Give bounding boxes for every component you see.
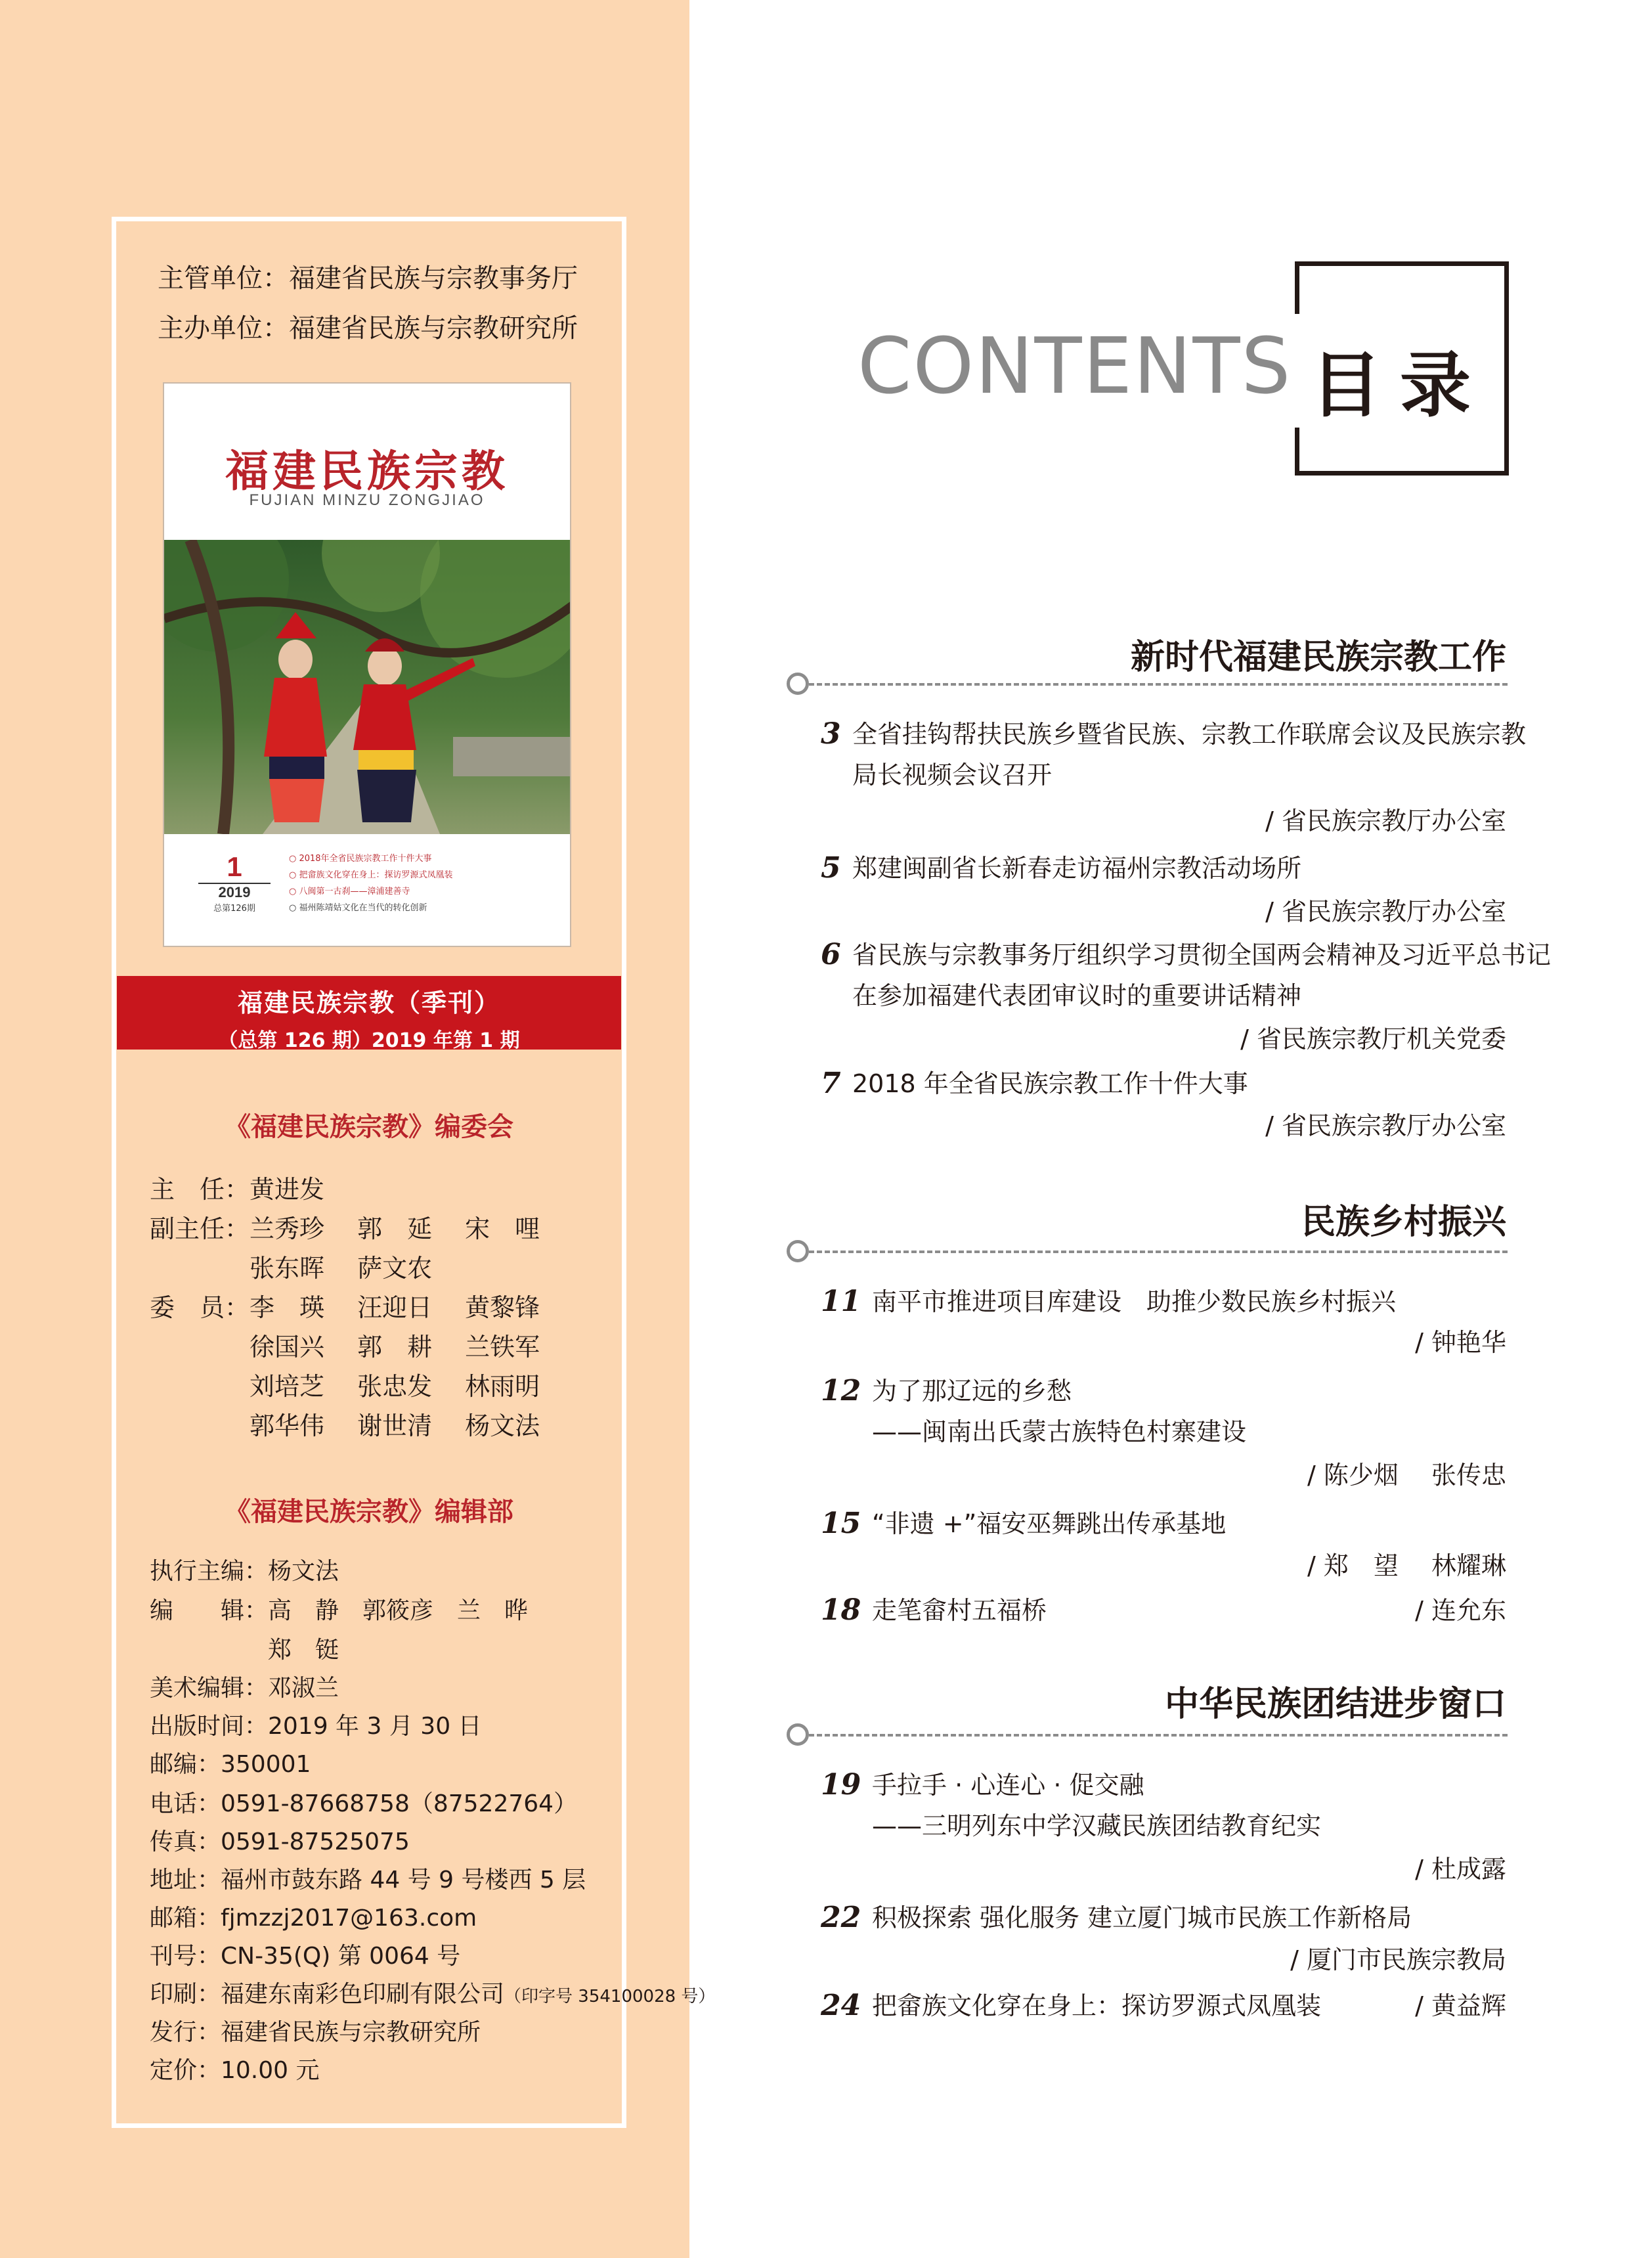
page-number: 6 [821,938,841,971]
cover-issue-number: 1 [227,851,242,882]
distributor: 发行：福建省民族与宗教研究所 [150,2019,481,2046]
entry-title: 郑建闽副省长新春走访福州宗教活动场所 [852,854,1302,883]
page-number: 5 [821,851,841,885]
editorial-heading: 《福建民族宗教》编辑部 [225,1497,513,1527]
serial-number: 刊号：CN-35(Q) 第 0064 号 [150,1943,461,1970]
entry-title: “非遗 +”福安巫舞跳出传承基地 [872,1509,1227,1538]
price: 定价：10.00 元 [150,2057,320,2084]
cover-issue-total: 总第126期 [213,904,255,914]
section-title: 新时代福建民族宗教工作 [1130,638,1506,677]
bracket-tick [1295,261,1299,314]
entry-author: / 厦门市民族宗教局 [1290,1945,1506,1974]
committee-row: 副主任：兰秀珍 郭 延 宋 哩 [150,1214,540,1243]
toc-entry[interactable] [821,934,1552,1065]
editorial-row: 郑 铤 [150,1637,339,1664]
entry-title: 局长视频会议召开 [852,761,1053,789]
cover-headline: ○ 福州陈靖姑文化在当代的转化创新 [289,903,427,913]
journal-name: 福建民族宗教（季刊） [237,988,500,1017]
cover-photo [164,540,571,834]
entry-title: 省民族与宗教事务厅组织学习贯彻全国两会精神及习近平总书记 [852,941,1552,969]
divider-circle-icon [787,673,809,695]
toc-entry[interactable] [821,1764,1510,1895]
phone: 电话：0591-87668758（87522764） [150,1790,578,1817]
entry-title: 全省挂钩帮扶民族乡暨省民族、宗教工作联席会议及民族宗教 [852,720,1527,749]
committee-row: 委 员：李 瑛 汪迎日 黄黎锋 [150,1293,540,1322]
entry-title: ——闽南出氏蒙古族特色村寨建设 [872,1417,1247,1446]
contents-title-zh: 目录 [1311,345,1490,427]
entry-title: 南平市推进项目库建设 助推少数民族乡村振兴 [872,1287,1397,1316]
entry-title: 走笔畲村五福桥 [872,1596,1047,1625]
entry-author: / 省民族宗教厅办公室 [1265,1111,1506,1140]
entry-author: / 陈少烟 张传忠 [1307,1461,1506,1490]
page-number: 18 [821,1593,861,1627]
page-number: 11 [821,1285,861,1318]
toc-entry[interactable] [821,1370,1510,1501]
section-divider [801,1251,1508,1253]
entry-author: / 郑 望 林耀琳 [1307,1551,1506,1580]
cover-headline: ○ 八闽第一古刹——漳浦建善寺 [289,887,410,897]
toc-entry[interactable] [821,713,1527,845]
contents-title-en: CONTENTS [858,321,1292,411]
cover-title: 福建民族宗教 [225,445,509,497]
divider-circle-icon [787,1723,809,1746]
entry-title: 手拉手 · 心连心 · 促交融 [872,1771,1144,1800]
email: 邮箱：fjmzzj2017@163.com [150,1905,477,1932]
section-title: 民族乡村振兴 [1301,1203,1506,1242]
toc-entry[interactable] [821,1985,1510,2031]
section-divider [801,1734,1508,1737]
committee-heading: 《福建民族宗教》编委会 [225,1112,513,1142]
entry-author: / 省民族宗教厅办公室 [1265,807,1506,835]
page-number: 7 [821,1067,841,1100]
issue-banner [117,976,621,1050]
cover-headlines [289,851,452,917]
sponsoring-unit: 主办单位：福建省民族与宗教研究所 [158,313,578,343]
magazine-cover [163,382,571,947]
entry-author: / 连允东 [1415,1596,1506,1625]
entry-title: ——三明列东中学汉藏民族团结教育纪实 [872,1811,1322,1840]
toc-entry[interactable] [821,1063,1510,1155]
entry-author: / 杜成露 [1415,1855,1506,1884]
cover-issue-block [198,851,271,914]
cover-subtitle: FUJIAN MINZU ZONGJIAO [249,491,485,509]
toc-entry[interactable] [821,1503,1510,1595]
page-number: 22 [821,1901,861,1934]
committee-row: 主 任：黄进发 [150,1175,325,1204]
postcode: 邮编：350001 [150,1751,311,1778]
entry-author: / 省民族宗教厅机关党委 [1240,1025,1506,1053]
masthead-sidebar [0,0,716,2258]
toc-entry[interactable] [821,1589,1510,1635]
cover-headline: ○ 把畲族文化穿在身上：探访罗源式凤凰装 [289,870,453,880]
committee-row: 郭华伟 谢世清 杨文法 [150,1411,540,1440]
entry-author: / 省民族宗教厅办公室 [1265,897,1506,926]
toc-entry[interactable] [821,847,1510,939]
section-title: 中华民族团结进步窗口 [1164,1685,1506,1724]
cover-issue-year: 2019 [198,883,271,901]
committee-row: 徐国兴 郭 耕 兰铁军 [150,1333,540,1361]
entry-author: / 黄益辉 [1415,1991,1506,2020]
toc-entry[interactable] [821,1281,1510,1373]
page-number: 24 [821,1989,861,2022]
page-number: 12 [821,1374,861,1407]
printer [150,1976,715,2009]
page-number: 3 [821,717,841,751]
page-number: 15 [821,1507,861,1540]
editorial-row: 编 辑：高 静 郭筱彦 兰 晔 [150,1597,529,1624]
publish-date: 出版时间：2019 年 3 月 30 日 [150,1713,482,1740]
cover-headline: ○ 2018年全省民族宗教工作十件大事 [289,854,432,864]
entry-author: / 钟艳华 [1415,1328,1506,1357]
entry-title: 积极探索 强化服务 建立厦门城市民族工作新格局 [872,1903,1412,1932]
editorial-row: 执行主编：杨文法 [150,1558,339,1585]
printer-name: 印刷：福建东南彩色印刷有限公司 [150,1981,505,2008]
address: 地址：福州市鼓东路 44 号 9 号楼西 5 层 [150,1867,586,1893]
page-number: 19 [821,1768,861,1802]
committee-row: 张东晖 萨文农 [150,1254,433,1283]
entry-title: 在参加福建代表团审议时的重要讲话精神 [852,981,1302,1010]
issue-info: （总第 126 期）2019 年第 1 期 [218,1029,520,1052]
toc-entry[interactable] [821,1897,1510,1989]
entry-title: 2018 年全省民族宗教工作十件大事 [852,1069,1248,1098]
entry-title: 把畲族文化穿在身上：探访罗源式凤凰装 [872,1991,1322,2020]
divider-circle-icon [787,1240,809,1262]
fax: 传真：0591-87525075 [150,1828,410,1855]
committee-row: 刘培芝 张忠发 林雨明 [150,1372,540,1401]
bracket-tick [1295,428,1299,476]
editorial-row: 美术编辑：邓淑兰 [150,1675,339,1702]
section-divider [801,683,1508,686]
supervising-unit: 主管单位：福建省民族与宗教事务厅 [158,263,578,294]
print-license: （印字号 354100028 号） [504,1987,716,2006]
entry-title: 为了那辽远的乡愁 [872,1377,1072,1406]
